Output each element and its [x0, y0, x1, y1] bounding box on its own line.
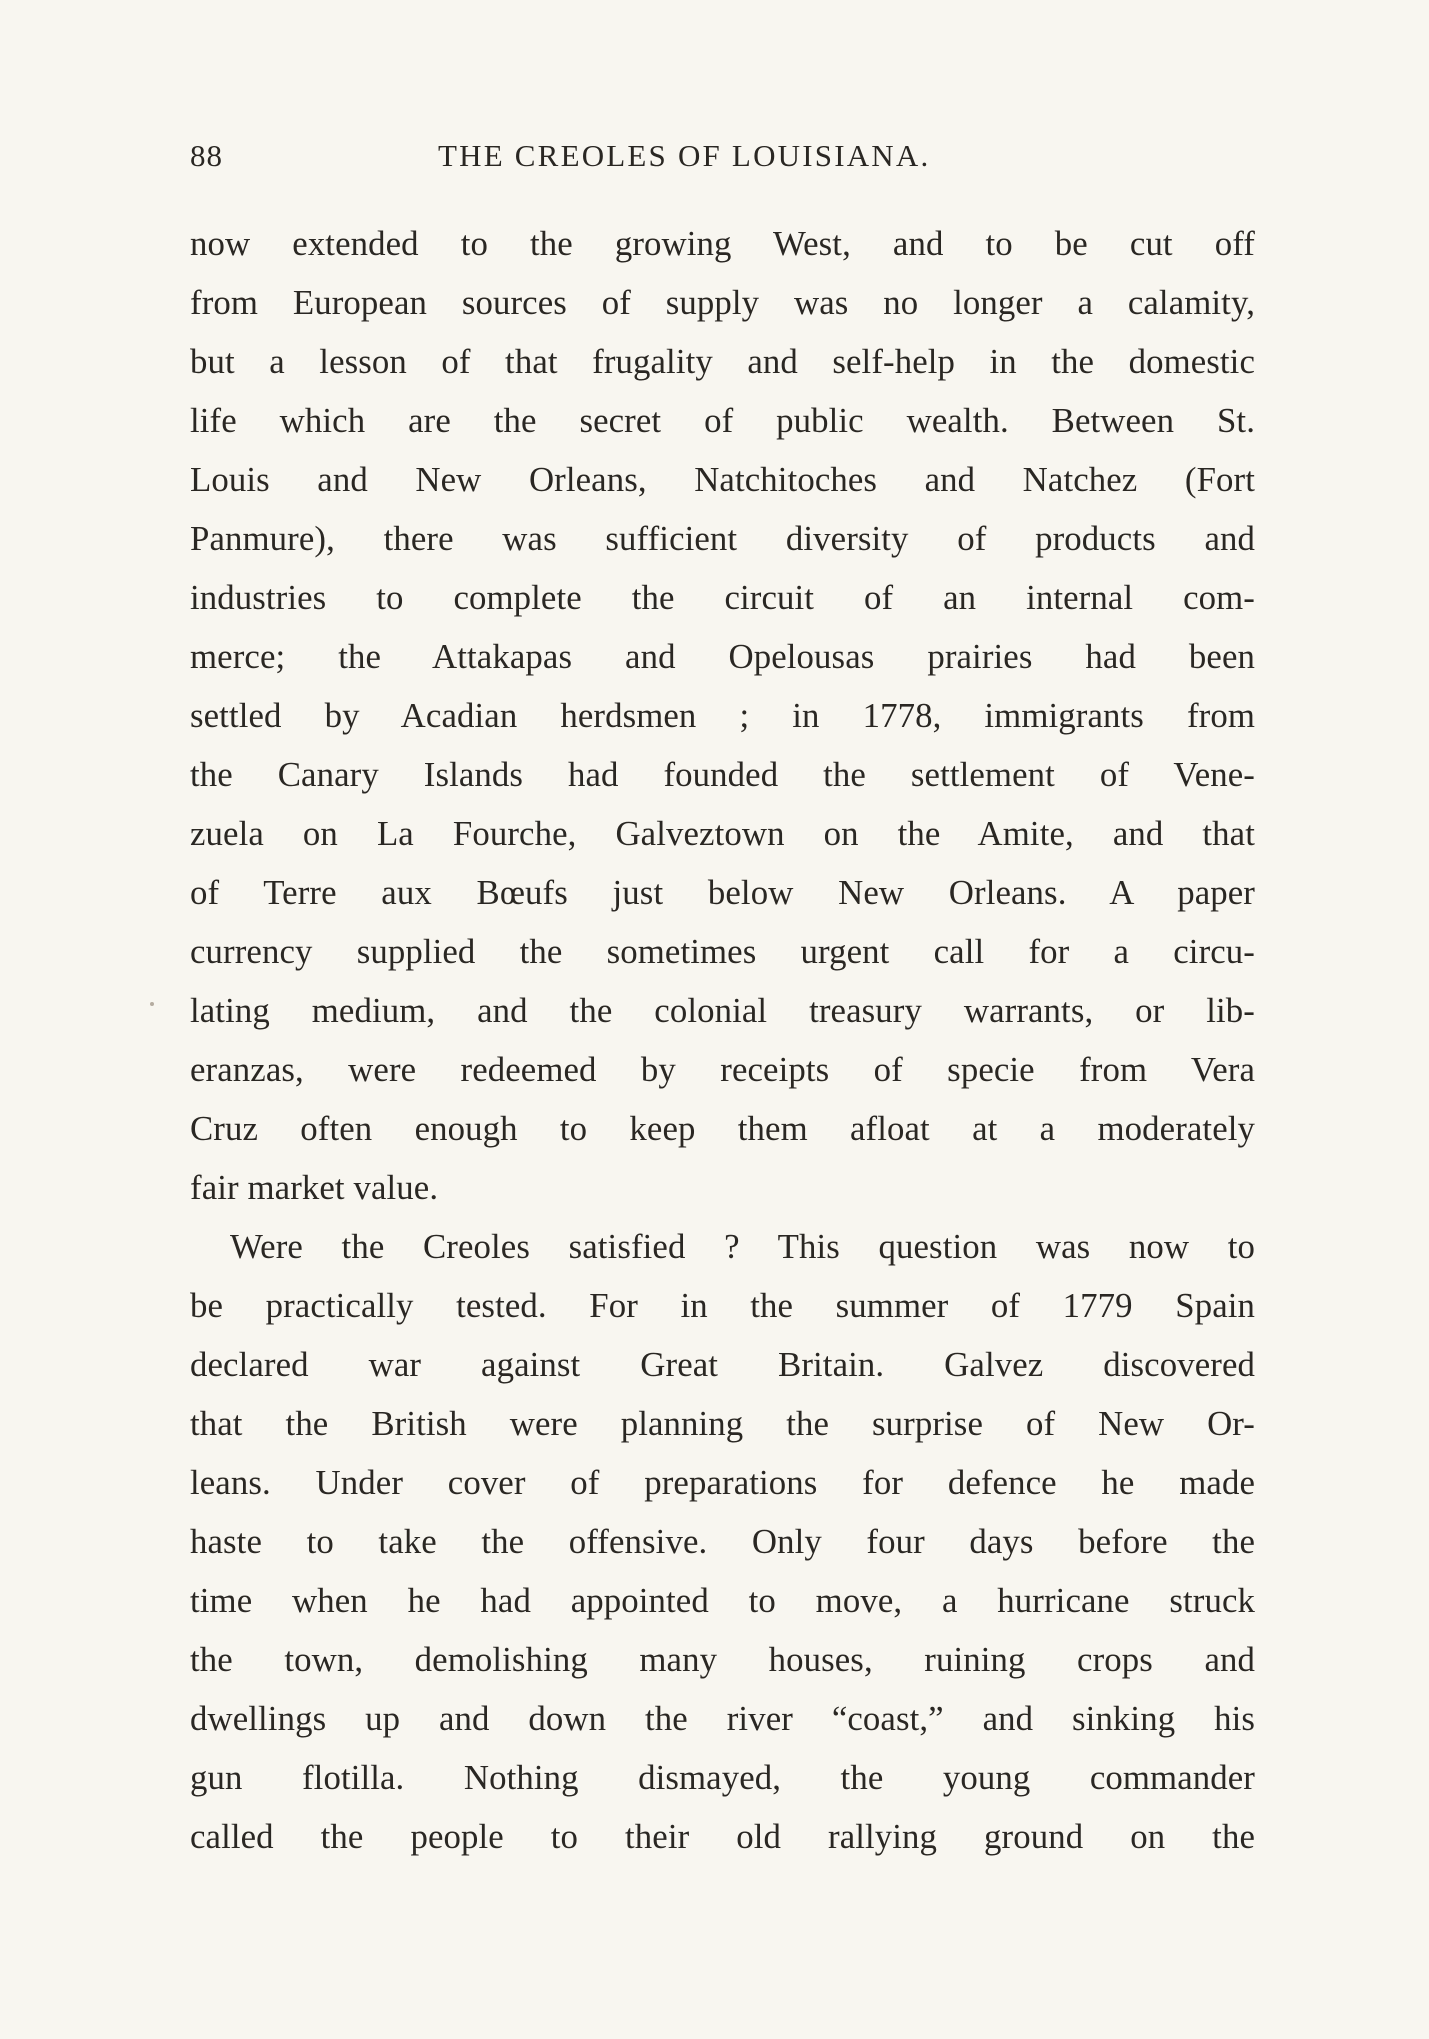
text-line: the town, demolishing many houses, ruining crops and — [190, 1640, 1255, 1679]
text-line: called the people to their old rallying ground on the — [190, 1817, 1255, 1856]
text-line: but a lesson of that frugality and self-help in the domestic — [190, 342, 1255, 381]
text-line: Panmure), there was sufficient diversity of products and — [190, 519, 1255, 558]
text-line: Were the Creoles satisfied ? This question was now to — [230, 1227, 1255, 1266]
text-line: industries to complete the circuit of an internal com- — [190, 578, 1255, 617]
text-line: declared war against Great Britain. Galvez discovered — [190, 1345, 1255, 1384]
text-line: dwellings up and down the river “coast,” and sinking his — [190, 1699, 1255, 1738]
text-line: now extended to the growing West, and to be cut off — [190, 224, 1255, 263]
text-line: lating medium, and the colonial treasury warrants, or lib- — [190, 991, 1255, 1030]
text-line: from European sources of supply was no longer a calamity, — [190, 283, 1255, 322]
text-line: that the British were planning the surprise of New Or- — [190, 1404, 1255, 1443]
text-line: of Terre aux Bœufs just below New Orleans. A paper — [190, 873, 1255, 912]
text-line: haste to take the offensive. Only four days before the — [190, 1522, 1255, 1561]
margin-speck — [150, 1002, 154, 1006]
text-line: be practically tested. For in the summer of 1779 Spain — [190, 1286, 1255, 1325]
text-line: time when he had appointed to move, a hurricane struck — [190, 1581, 1255, 1620]
text-line: eranzas, were redeemed by receipts of specie from Vera — [190, 1050, 1255, 1089]
body-text — [190, 214, 1255, 1866]
text-line: leans. Under cover of preparations for defence he made — [190, 1463, 1255, 1502]
text-line: Louis and New Orleans, Natchitoches and Natchez (Fort — [190, 460, 1255, 499]
text-line: merce; the Attakapas and Opelousas prairies had been — [190, 637, 1255, 676]
running-title: THE CREOLES OF LOUISIANA. — [438, 138, 931, 173]
text-line: life which are the secret of public wealth. Between St. — [190, 401, 1255, 440]
text-line: zuela on La Fourche, Galveztown on the Amite, and that — [190, 814, 1255, 853]
text-line: currency supplied the sometimes urgent call for a circu- — [190, 932, 1255, 971]
text-line: settled by Acadian herdsmen ; in 1778, immigrants from — [190, 696, 1255, 735]
page-number: 88 — [190, 138, 223, 173]
text-line: Cruz often enough to keep them afloat at a moderately — [190, 1109, 1255, 1148]
text-line: the Canary Islands had founded the settlement of Vene- — [190, 755, 1255, 794]
running-head — [190, 138, 1250, 182]
text-line: fair market value. — [190, 1168, 439, 1207]
text-line: gun flotilla. Nothing dismayed, the young commander — [190, 1758, 1255, 1797]
